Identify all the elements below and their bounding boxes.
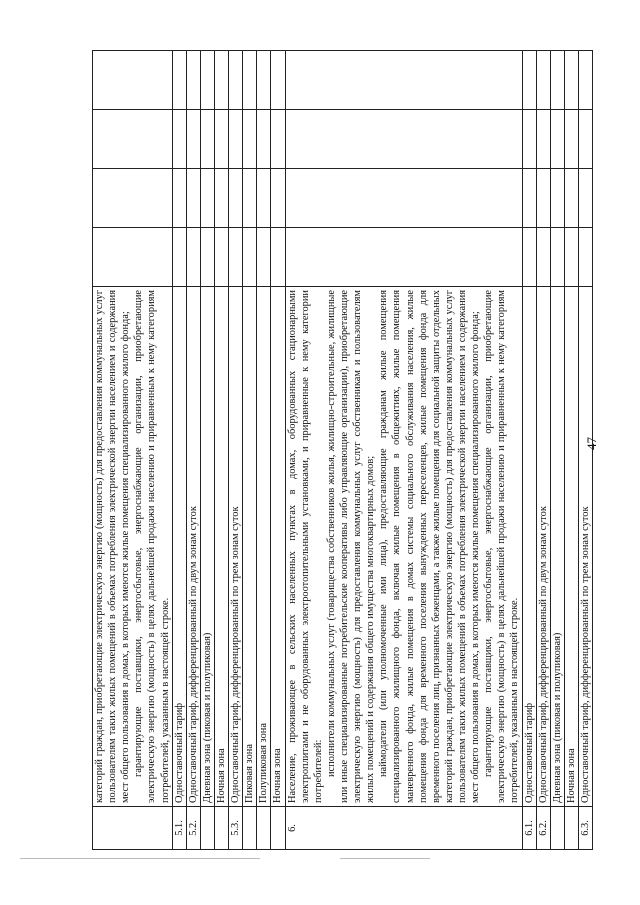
- empty-value-cell: [550, 110, 564, 169]
- empty-value-cell: [536, 110, 550, 169]
- empty-value-cell: [271, 169, 285, 228]
- empty-value-cell: [243, 169, 257, 228]
- row-number: 5.2.: [186, 807, 200, 850]
- row-number: [93, 807, 173, 850]
- table-row: [172, 51, 186, 850]
- table-row: [186, 51, 200, 850]
- description-paragraph: Пиковая зона: [244, 744, 256, 803]
- empty-value-cell: [578, 51, 592, 110]
- row-description: [243, 287, 257, 807]
- row-description: [564, 287, 578, 807]
- description-paragraph: Одноставочный тариф, дифференцированный по трем зонам суток: [579, 506, 591, 803]
- empty-value-cell: [93, 169, 173, 228]
- row-number: 5.3.: [229, 807, 243, 850]
- empty-value-cell: [172, 51, 186, 110]
- empty-value-cell: [271, 228, 285, 287]
- empty-value-cell: [536, 169, 550, 228]
- rotated-table-container: [92, 50, 593, 850]
- empty-value-cell: [200, 51, 214, 110]
- empty-value-cell: [536, 51, 550, 110]
- description-paragraph: Одноставочный тариф, дифференцированный по двум зонам суток: [187, 506, 199, 803]
- empty-value-cell: [257, 228, 271, 287]
- empty-value-cell: [271, 110, 285, 169]
- empty-value-cell: [257, 110, 271, 169]
- table-row: [285, 51, 522, 850]
- empty-value-cell: [214, 51, 228, 110]
- row-description: [522, 287, 536, 807]
- page-number: 47: [584, 437, 599, 450]
- empty-value-cell: [229, 169, 243, 228]
- row-number: 6.3.: [578, 807, 592, 850]
- empty-value-cell: [186, 169, 200, 228]
- table-row: [564, 51, 578, 850]
- row-number: [550, 807, 564, 850]
- description-paragraph: Дневная зона (пиковая и полупиковая): [551, 632, 563, 803]
- table-row: [229, 51, 243, 850]
- empty-value-cell: [522, 51, 536, 110]
- empty-value-cell: [522, 110, 536, 169]
- row-description: [200, 287, 214, 807]
- description-paragraph: Дневная зона (пиковая и полупиковая): [201, 632, 213, 803]
- empty-value-cell: [257, 51, 271, 110]
- empty-value-cell: [186, 110, 200, 169]
- empty-value-cell: [522, 169, 536, 228]
- description-paragraph: Население, проживающее в сельских населенных пунктах в домах, оборудованных стационарными электроплитами и не оборудованных электроотопительными установками, и приравненные к нему категории потребителей:: [286, 290, 324, 803]
- empty-value-cell: [172, 169, 186, 228]
- empty-value-cell: [257, 169, 271, 228]
- description-paragraph: Ночная зона: [272, 748, 284, 803]
- empty-value-cell: [172, 110, 186, 169]
- empty-value-cell: [200, 228, 214, 287]
- empty-value-cell: [578, 228, 592, 287]
- row-description: [550, 287, 564, 807]
- footer-divider-right: [340, 858, 430, 867]
- description-paragraph: Ночная зона: [565, 748, 577, 803]
- empty-value-cell: [229, 51, 243, 110]
- empty-value-cell: [93, 228, 173, 287]
- row-description: [578, 287, 592, 807]
- empty-value-cell: [229, 228, 243, 287]
- empty-value-cell: [172, 228, 186, 287]
- empty-value-cell: [200, 110, 214, 169]
- table-row: [578, 51, 592, 850]
- table-row: [536, 51, 550, 850]
- description-paragraph: Одноставочный тариф, дифференцированный по двум зонам суток: [537, 506, 549, 803]
- row-description: [271, 287, 285, 807]
- footer-divider-left: [20, 858, 260, 867]
- empty-value-cell: [285, 228, 522, 287]
- table-row: [214, 51, 228, 850]
- empty-value-cell: [564, 110, 578, 169]
- empty-value-cell: [285, 51, 522, 110]
- empty-value-cell: [550, 169, 564, 228]
- row-number: [257, 807, 271, 850]
- empty-value-cell: [214, 169, 228, 228]
- empty-value-cell: [522, 228, 536, 287]
- row-number: [214, 807, 228, 850]
- row-number: [271, 807, 285, 850]
- table-row: [550, 51, 564, 850]
- empty-value-cell: [564, 51, 578, 110]
- empty-value-cell: [578, 169, 592, 228]
- empty-value-cell: [93, 110, 173, 169]
- empty-value-cell: [285, 110, 522, 169]
- row-number: 6.: [285, 807, 522, 850]
- description-paragraph: исполнители коммунальных услуг (товарищества собственников жилья, жилищно-строительные, жилищные или иные специализированные потребительские кооперативы либо управляющие организации), приобретающие электрическую энергию (мощность) для предоставления коммунальных услуг собственникам и пользователям жилых помещений и содержания общего имущества многоквартирных домов;: [325, 290, 377, 803]
- empty-value-cell: [564, 169, 578, 228]
- empty-value-cell: [578, 110, 592, 169]
- empty-value-cell: [200, 169, 214, 228]
- row-number: 6.2.: [536, 807, 550, 850]
- empty-value-cell: [564, 228, 578, 287]
- description-paragraph: наймодатели (или уполномоченные ими лица), предоставляющие гражданам жилые помещения специализированного жилищного фонда, включая жилые помещения в общежитиях, жилые помещения маневренного фонда, жилые помещения в домах системы социального обслуживания населения, жилые помещения фонда для временного поселения вынужденных переселенцев, жилые помещения фонда для временного поселения лиц, признанных беженцами, а также жилые помещения для социальной защиты отдельных категорий граждан, приобретающие электрическую энергию (мощность) для предоставления коммунальных услуг пользователям таких жилых помещений в объемах потребления электрической энергии населением и содержания мест общего пользования в домах, в которых имеются жилые помещения специализированного жилого фонда;: [378, 290, 482, 803]
- table-row: [522, 51, 536, 850]
- table-row: [257, 51, 271, 850]
- empty-value-cell: [93, 51, 173, 110]
- empty-value-cell: [186, 51, 200, 110]
- row-description: [172, 287, 186, 807]
- empty-value-cell: [536, 228, 550, 287]
- description-paragraph: категорий граждан, приобретающие электрическую энергию (мощность) для предоставления коммунальных услуг пользователям таких жилых помещений в объемах потребления электрической энергии населением и содержания мест общего пользования в домах, в которых имеются жилые помещения специализированного жилого фонда;: [94, 290, 132, 803]
- row-number: [200, 807, 214, 850]
- empty-value-cell: [243, 51, 257, 110]
- row-description: [214, 287, 228, 807]
- description-paragraph: Ночная зона: [215, 748, 227, 803]
- table-row: [271, 51, 285, 850]
- empty-value-cell: [229, 110, 243, 169]
- empty-value-cell: [186, 228, 200, 287]
- row-number: 5.1.: [172, 807, 186, 850]
- row-description: [536, 287, 550, 807]
- description-paragraph: Одноставочный тариф, дифференцированный по трем зонам суток: [230, 506, 242, 803]
- empty-value-cell: [550, 51, 564, 110]
- table-row: [93, 51, 173, 850]
- empty-value-cell: [214, 228, 228, 287]
- row-description: [285, 287, 522, 807]
- empty-value-cell: [271, 51, 285, 110]
- table-row: [243, 51, 257, 850]
- tariff-table: [92, 50, 593, 850]
- tariff-table-body: [93, 51, 593, 850]
- row-number: [243, 807, 257, 850]
- empty-value-cell: [214, 110, 228, 169]
- row-description: [93, 287, 173, 807]
- row-description: [257, 287, 271, 807]
- row-number: [564, 807, 578, 850]
- empty-value-cell: [243, 228, 257, 287]
- description-paragraph: Одноставочный тариф: [173, 702, 185, 803]
- empty-value-cell: [243, 110, 257, 169]
- description-paragraph: Полупиковая зона: [258, 723, 270, 803]
- row-description: [186, 287, 200, 807]
- empty-value-cell: [550, 228, 564, 287]
- description-paragraph: гарантирующие поставщики, энергосбытовые, энергоснабжающие организации, приобретающие электрическую энергию (мощность) в целях дальнейшей продажи населению и приравненным к нему категориям потребителей, указанным в настоящей строке.: [133, 290, 171, 803]
- row-description: [229, 287, 243, 807]
- table-row: [200, 51, 214, 850]
- row-number: 6.1.: [522, 807, 536, 850]
- description-paragraph: Одноставочный тариф: [523, 702, 535, 803]
- empty-value-cell: [285, 169, 522, 228]
- description-paragraph: гарантирующие поставщики, энергосбытовые, энергоснабжающие организации, приобретающие электрическую энергию (мощность) в целях дальнейшей продажи населению и приравненным к нему категориям потребителей, указанным в настоящей строке.: [483, 290, 521, 803]
